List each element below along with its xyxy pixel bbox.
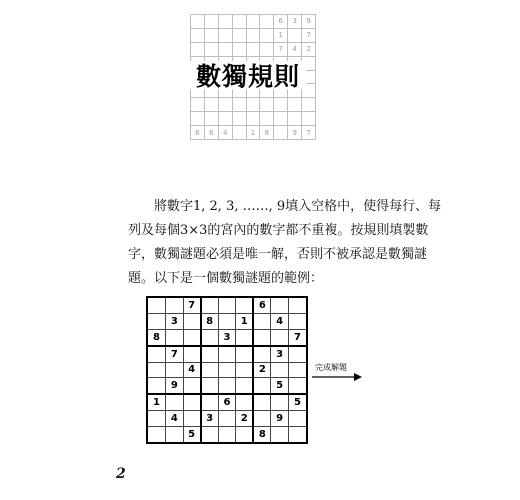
sudoku-cell (148, 313, 166, 329)
header-grid-cell (274, 126, 288, 140)
header-grid-cell: 9 (288, 126, 302, 140)
header-grid-cell (246, 112, 260, 126)
header-grid-cell (218, 42, 232, 56)
sudoku-cell: 3 (218, 329, 236, 346)
header-grid-cell (232, 42, 246, 56)
sudoku-cell-row (148, 394, 306, 411)
header-grid-cell (260, 42, 274, 56)
sudoku-cell (166, 298, 184, 313)
sudoku-cell (218, 313, 236, 329)
sudoku-cell: 4 (271, 313, 289, 329)
header-grid-cell (302, 98, 316, 112)
sudoku-cell (218, 411, 236, 427)
sudoku-cell (236, 362, 254, 378)
sudoku-cell (236, 346, 254, 363)
header-grid-cell: 4 (218, 126, 232, 140)
header-grid-cell: 3 (288, 15, 302, 29)
sudoku-cell (148, 298, 166, 313)
sudoku-cell: 6 (218, 394, 236, 411)
sudoku-cell: 7 (166, 346, 184, 363)
sudoku-cell (166, 394, 184, 411)
sudoku-cell-row (148, 427, 306, 442)
intro-line: 字，數獨謎題必須是唯一解，否則不被承認是數獨謎 (128, 247, 428, 262)
sudoku-cell: 3 (201, 411, 219, 427)
sudoku-cell (271, 298, 289, 313)
sudoku-cell (236, 329, 254, 346)
sudoku-cell (288, 313, 306, 329)
sudoku-cell (183, 394, 201, 411)
chapter-title: 數獨規則 (190, 61, 306, 89)
intro-paragraph (128, 195, 442, 291)
sudoku-cell-row (148, 346, 306, 363)
sudoku-cell (288, 346, 306, 363)
sudoku-cell (201, 346, 219, 363)
sudoku-cell (288, 378, 306, 395)
sudoku-cell-row (148, 313, 306, 329)
sudoku-cell (218, 362, 236, 378)
header-grid-cell (204, 15, 218, 29)
header-grid-cell (302, 112, 316, 126)
sudoku-cell (236, 378, 254, 395)
header-grid-cell: 9 (302, 15, 316, 29)
sudoku-grid (148, 298, 306, 442)
sudoku-cell (271, 394, 289, 411)
header-grid-cell-row (191, 15, 316, 29)
sudoku-cell (253, 394, 271, 411)
header-grid-cell (260, 98, 274, 112)
sudoku-cell: 8 (253, 427, 271, 442)
sudoku-cell (201, 378, 219, 395)
intro-line: 題。以下是一個數獨謎題的範例： (128, 271, 324, 286)
sudoku-cell (166, 329, 184, 346)
sudoku-cell: 4 (183, 362, 201, 378)
header-grid-cell (204, 112, 218, 126)
header-grid-cell: 7 (302, 126, 316, 140)
header-grid-cell (232, 98, 246, 112)
sudoku-cell (253, 411, 271, 427)
header-grid-cell: 6 (274, 15, 288, 29)
header-grid-cell (218, 98, 232, 112)
header-grid-cell-row (191, 126, 316, 140)
sudoku-cell (183, 346, 201, 363)
header-grid-cell-row (191, 98, 316, 112)
sudoku-cell: 2 (236, 411, 254, 427)
arrow-label: 完成解題 (315, 363, 347, 372)
header-grid-cell (288, 98, 302, 112)
header-grid-cell (232, 15, 246, 29)
header-grid-cell (260, 112, 274, 126)
sudoku-puzzle (146, 296, 308, 444)
sudoku-cell (183, 378, 201, 395)
header-grid-cell: 7 (302, 28, 316, 42)
sudoku-cell (253, 313, 271, 329)
sudoku-cell: 9 (166, 378, 184, 395)
sudoku-cell-row (148, 411, 306, 427)
sudoku-cell (288, 362, 306, 378)
header-grid-cell (288, 28, 302, 42)
sudoku-cell (253, 329, 271, 346)
sudoku-cell: 5 (288, 394, 306, 411)
sudoku-cell (218, 427, 236, 442)
header-grid-cell (260, 28, 274, 42)
sudoku-cell (148, 362, 166, 378)
header-grid-cell-row (191, 112, 316, 126)
sudoku-cell (166, 427, 184, 442)
sudoku-cell (201, 394, 219, 411)
sudoku-cell (201, 329, 219, 346)
header-grid-cell (191, 112, 205, 126)
sudoku-cell: 6 (253, 298, 271, 313)
sudoku-cell: 8 (201, 313, 219, 329)
sudoku-cell-row (148, 378, 306, 395)
sudoku-cell-row (148, 298, 306, 313)
sudoku-cell (201, 427, 219, 442)
sudoku-cell: 1 (236, 313, 254, 329)
sudoku-cell (236, 298, 254, 313)
sudoku-cell (288, 427, 306, 442)
header-grid-cell: 2 (302, 42, 316, 56)
header-grid-cell (246, 98, 260, 112)
header-grid-cell: 6 (191, 126, 205, 140)
header-grid-cell (218, 15, 232, 29)
intro-line: 將數字1, 2, 3, ……, 9填入空格中，使得每行、每 (128, 199, 442, 214)
header-grid-cell: 7 (274, 42, 288, 56)
sudoku-cell: 5 (183, 427, 201, 442)
sudoku-cell (218, 378, 236, 395)
header-grid-cell-row (191, 28, 316, 42)
header-grid-cell: 1 (246, 126, 260, 140)
sudoku-cell (201, 362, 219, 378)
header-grid-cell (260, 15, 274, 29)
header-decorative-grid (190, 14, 311, 137)
header-grid-cell (204, 98, 218, 112)
header-grid-cell (274, 98, 288, 112)
sudoku-cell (148, 427, 166, 442)
sudoku-cell (218, 346, 236, 363)
sudoku-cell-row (148, 329, 306, 346)
sudoku-cell (183, 313, 201, 329)
header-grid-cell-row (191, 42, 316, 56)
header-grid-cell (218, 28, 232, 42)
header-grid-cell (232, 28, 246, 42)
sudoku-cell (253, 346, 271, 363)
sudoku-cell (183, 329, 201, 346)
header-grid-cell (204, 42, 218, 56)
header-grid-cell: 1 (274, 28, 288, 42)
right-arrow-icon (312, 372, 362, 382)
sudoku-cell: 2 (253, 362, 271, 378)
sudoku-cell: 3 (271, 346, 289, 363)
sudoku-cell (166, 362, 184, 378)
sudoku-cell: 1 (148, 394, 166, 411)
header-grid-cell (246, 15, 260, 29)
sudoku-cell (148, 378, 166, 395)
sudoku-cell (271, 427, 289, 442)
sudoku-cell (183, 411, 201, 427)
sudoku-cell (148, 411, 166, 427)
page-number: 2 (116, 466, 126, 482)
header-grid-cell (288, 112, 302, 126)
sudoku-cell (148, 346, 166, 363)
intro-line: 列及每個3×3的宮內的數字都不重複。按規則填製數 (128, 223, 429, 238)
sudoku-cell: 7 (288, 329, 306, 346)
header-grid-cell (246, 28, 260, 42)
sudoku-cell (288, 298, 306, 313)
sudoku-cell (236, 394, 254, 411)
sudoku-cell (218, 298, 236, 313)
sudoku-cell: 7 (183, 298, 201, 313)
sudoku-cell-row (148, 362, 306, 378)
header-grid-cell (246, 42, 260, 56)
sudoku-cell: 3 (166, 313, 184, 329)
sudoku-cell (271, 329, 289, 346)
header-grid-cell (191, 28, 205, 42)
sudoku-cell (201, 298, 219, 313)
header-grid-cell (232, 112, 246, 126)
header-grid-cell (191, 98, 205, 112)
header-grid-cell (191, 42, 205, 56)
sudoku-cell: 8 (148, 329, 166, 346)
header-grid-cell (232, 126, 246, 140)
sudoku-cell (288, 411, 306, 427)
header-grid-cell: 8 (260, 126, 274, 140)
header-grid-cell (204, 28, 218, 42)
header-grid-cell (191, 15, 205, 29)
sudoku-cell (236, 427, 254, 442)
sudoku-cell: 5 (271, 378, 289, 395)
sudoku-cell (253, 378, 271, 395)
sudoku-cell (271, 362, 289, 378)
sudoku-cell: 9 (271, 411, 289, 427)
header-grid-cell (274, 112, 288, 126)
header-grid-cell (218, 112, 232, 126)
sudoku-cell: 4 (166, 411, 184, 427)
header-grid-cell: 4 (288, 42, 302, 56)
header-grid-cell: 6 (204, 126, 218, 140)
